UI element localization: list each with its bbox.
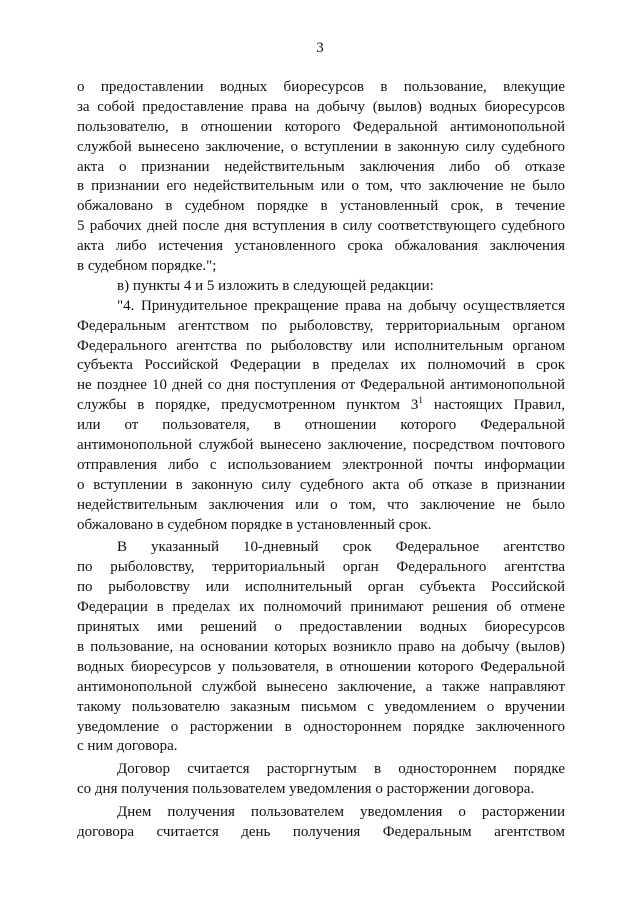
text-line: за собой предоставление права на добычу (вылов) водных биоресурсов <box>77 98 565 115</box>
text-line: В указанный 10-дневный срок Федеральное агентство <box>117 539 565 556</box>
text-line: отправления либо с использованием электронной почты информации <box>77 456 565 473</box>
text-line: не позднее 10 дней со дня поступления от Федеральной антимонопольной <box>77 377 565 394</box>
text-line: договора считается день получения Федеральным агентством <box>77 823 565 840</box>
text-line: "4. Принудительное прекращение права на добычу осуществляется <box>117 297 565 314</box>
text-line: в признании его недействительным или о том, что заключение не было <box>77 178 565 195</box>
text-line: Днем получения пользователем уведомления о расторжении <box>117 804 565 821</box>
text-line: по рыболовству или исполнительный орган субъекта Российской <box>77 579 565 596</box>
paragraph-continuation <box>77 78 565 277</box>
text-line: или от пользователя, в отношении которого Федеральной <box>77 417 565 434</box>
text-line: недействительным заключения или о том, что заключение не было <box>77 496 565 513</box>
text-line: 5 рабочих дней после дня вступления в силу соответствующего судебного <box>77 218 565 235</box>
text-line: субъекта Российской Федерации в пределах их полномочий в срок <box>77 357 565 374</box>
text-line: обжаловано в судебном порядке в установленный срок. <box>77 516 432 533</box>
text-fragment: службы в порядке, предусмотренном пунктом 3 <box>77 397 419 414</box>
text-line-with-footnote <box>77 396 565 416</box>
text-line: со дня получения пользователем уведомления о расторжении договора. <box>77 781 535 798</box>
text-line: акта либо истечения установленного срока обжалования заключения <box>77 238 565 255</box>
paragraph-notice-date <box>77 803 565 843</box>
paragraph-term <box>77 538 565 757</box>
document-body <box>77 78 565 843</box>
page-number: 3 <box>316 40 324 56</box>
text-line: о предоставлении водных биоресурсов в пользование, влекущие <box>77 79 565 95</box>
text-line: с ним договора. <box>77 738 178 755</box>
text-line: о вступлении в законную силу судебного акта об отказе в признании <box>77 476 565 493</box>
text-line: в) пункты 4 и 5 изложить в следующей редакции: <box>117 277 434 294</box>
text-line: акта о признании недействительным заключения либо об отказе <box>77 158 565 175</box>
text-line: Федерации в пределах их полномочий принимают решения об отмене <box>77 599 565 616</box>
text-line: такому пользователю заказным письмом с уведомлением о вручении <box>77 698 565 715</box>
text-line: по рыболовству, территориальный орган Федерального агентства <box>77 559 565 576</box>
text-line: антимонопольной службой вынесено заключение, посредством почтового <box>77 437 565 454</box>
text-line: антимонопольной службой вынесено заключение, а также направляют <box>77 678 565 695</box>
paragraph-point-4 <box>77 297 565 536</box>
superscript-mark: 1 <box>418 395 423 406</box>
paragraph-item-v <box>77 277 565 297</box>
text-fragment: настоящих Правил, <box>422 397 565 414</box>
text-line: принятых ими решений о предоставлении водных биоресурсов <box>77 619 565 636</box>
text-line: в судебном порядке."; <box>77 258 217 275</box>
text-line: в пользование, на основании которых возникло право на добычу (вылов) <box>77 638 565 655</box>
text-line: Договор считается расторгнутым в одностороннем порядке <box>117 761 565 778</box>
text-line: Федерального агентства по рыболовству или исполнительным органом <box>77 337 565 354</box>
text-line: обжаловано в судебном порядке в установленный срок, в течение <box>77 198 565 215</box>
text-line: службой вынесено заключение, о вступлении в законную силу судебного <box>77 138 565 155</box>
text-line: водных биоресурсов у пользователя, в отношении которого Федеральной <box>77 658 565 675</box>
text-line: уведомление о расторжении в одностороннем порядке заключенного <box>77 718 565 735</box>
text-line: Федеральным агентством по рыболовству, территориальным органом <box>77 317 565 334</box>
text-line: пользователю, в отношении которого Федеральной антимонопольной <box>77 118 565 135</box>
paragraph-contract <box>77 760 565 800</box>
